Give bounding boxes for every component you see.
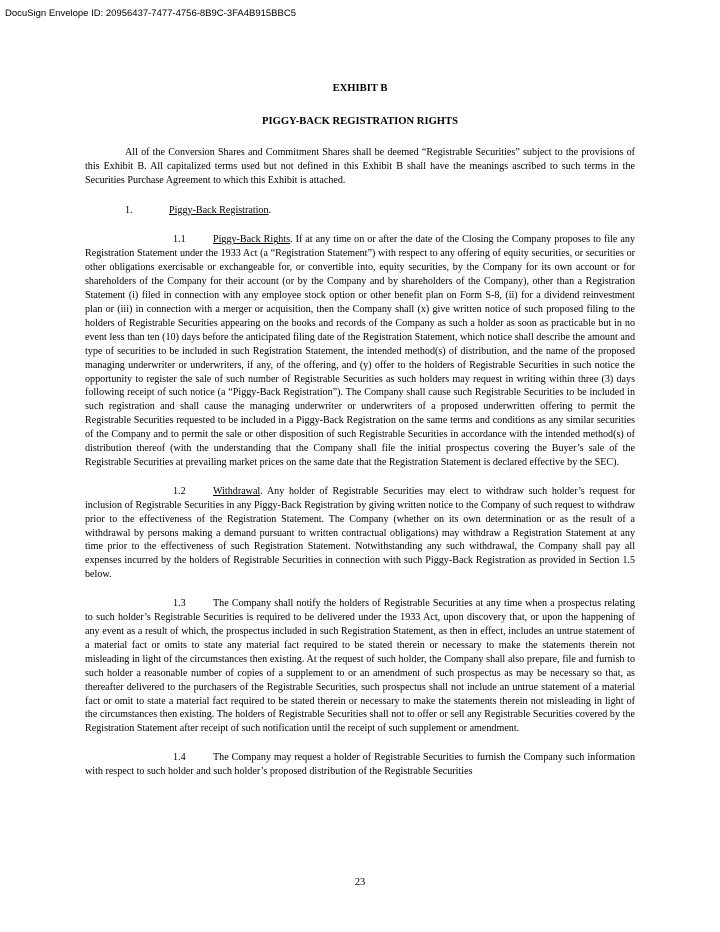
page-number: 23	[354, 877, 366, 888]
section-1-heading	[85, 204, 635, 218]
intro-paragraph: All of the Conversion Shares and Commitment Shares shall be deemed “Registrable Securities” subject to the provisions of this Exhibit B. All capitalized terms used but not defined in this Exhibit B shall have the meanings ascribed to such terms in the Securities Purchase Agreement to which this Exhibit is attached.	[85, 146, 635, 186]
docusign-envelope-id: DocuSign Envelope ID: 20956437-7477-4756-8B9C-3FA4B915BBC5	[5, 8, 297, 19]
paragraph-text: The Company may request a holder of Registrable Securities to furnish the Company such information with respect to such holder and such holder’s proposed distribution of the Registrable Securities	[85, 752, 635, 778]
paragraph-number: 1.1	[173, 234, 186, 246]
paragraph-1-2	[85, 485, 635, 582]
exhibit-label: EXHIBIT B	[332, 83, 388, 94]
paragraph-number: 1.3	[173, 598, 186, 610]
section-number: 1.	[125, 204, 133, 216]
paragraph-heading: Withdrawal	[213, 485, 261, 497]
paragraph-heading: Piggy-Back Rights	[213, 234, 291, 246]
paragraph-text: . Any holder of Registrable Securities may elect to withdraw such holder’s request for inclusion of Registrable Securities in any Piggy-Back Registration by giving written notice to the Company of such request to withdraw prior to the effectiveness of the Registration Statement. The Company (whether on its own determination or as the result of a withdrawal by persons making a demand pursuant to written contractual obligations) may withdraw a Registration Statement at any time prior to the effectiveness of such Registration Statement. Notwithstanding any such withdrawal, the Company shall pay all expenses incurred by the holders of Registrable Securities in connection with such Piggy-Back Registration as provided in Section 1.5 below.	[85, 485, 635, 581]
paragraph-1-3	[85, 597, 635, 736]
paragraph-1-4	[85, 751, 635, 779]
paragraph-text: . If at any time on or after the date of the Closing the Company proposes to file any Registration Statement under the 1933 Act (a “Registration Statement”) with respect to any offering of equity securities, or securities or other obligations exercisable or exchangeable for, or convertible into, equity securities, by the Company for its own account or for shareholders of the Company for their account (or by the Company and by shareholders of the Company), other than a Registration Statement (i) filed in connection with any employee stock option or other benefit plan on Form S-8, (ii) for a dividend reinvestment plan or (iii) in connection with a merger or acquisition, then the Company shall (x) give written notice of such proposed filing to the holders of Registrable Securities appearing on the books and records of the Company as such a holder as soon as practicable but in no event less than ten (10) days before the anticipated filing date of the Registration Statement, which notice shall describe the amount and type of securities to be included in such Registration Statement, the intended method(s) of distribution, and the name of the proposed managing underwriter or underwriters, if any, of the offering, and (y) offer to the holders of Registrable Securities in such notice the opportunity to register the sale of such number of Registrable Securities as such holders may request in writing within three (3) days following receipt of such notice (a “Piggy-Back Registration”). The Company shall cause such Registrable Securities to be included in such registration and shall cause the managing underwriter or underwriters of a proposed underwritten offering to permit the Registrable Securities requested to be included in a Piggy-Back Registration on the same terms and conditions as any similar securities of the Company and to permit the sale or other disposition of such Registrable Securities in accordance with the intended method(s) of distribution thereof (with the understanding that the Company shall file the initial prospectus covering the Buyer’s sale of the Registrable Securities at prevailing market prices on the same date that the Registration Statement is declared effective by the SEC).	[85, 234, 636, 468]
section-title: Piggy-Back Registration	[169, 204, 269, 216]
paragraph-number: 1.2	[173, 485, 186, 497]
paragraph-text: The Company shall notify the holders of Registrable Securities at any time when a prospectus relating to such holder’s Registrable Securities is required to be delivered under the 1933 Act, upon discovery that, or upon the happening of any event as a result of which, the prospectus included in such Registration Statement, as then in effect, includes an untrue statement of a material fact or omits to state any material fact required to be stated therein or necessary to make the statements therein not misleading in light of the circumstances then existing. At the request of such holder, the Company shall also prepare, file and furnish to such holder a reasonable number of copies of a supplement to or an amendment of such prospectus as may be necessary so that, as thereafter delivered to the purchasers of the Registrable Securities, such prospectus shall not include an untrue statement of a material fact or omit to state a material fact required to be stated therein or necessary to make the statements therein not misleading in light of the circumstances then existing. The holders of Registrable Securities shall not to offer or sell any Registrable Securities covered by the Registration Statement after receipt of such notification until the receipt of such supplement or amendment.	[85, 598, 635, 735]
document-title: PIGGY-BACK REGISTRATION RIGHTS	[261, 115, 459, 127]
paragraph-1-1	[85, 233, 635, 469]
paragraph-number: 1.4	[173, 752, 186, 764]
section-title-period: .	[268, 204, 272, 216]
document-page	[85, 82, 635, 794]
